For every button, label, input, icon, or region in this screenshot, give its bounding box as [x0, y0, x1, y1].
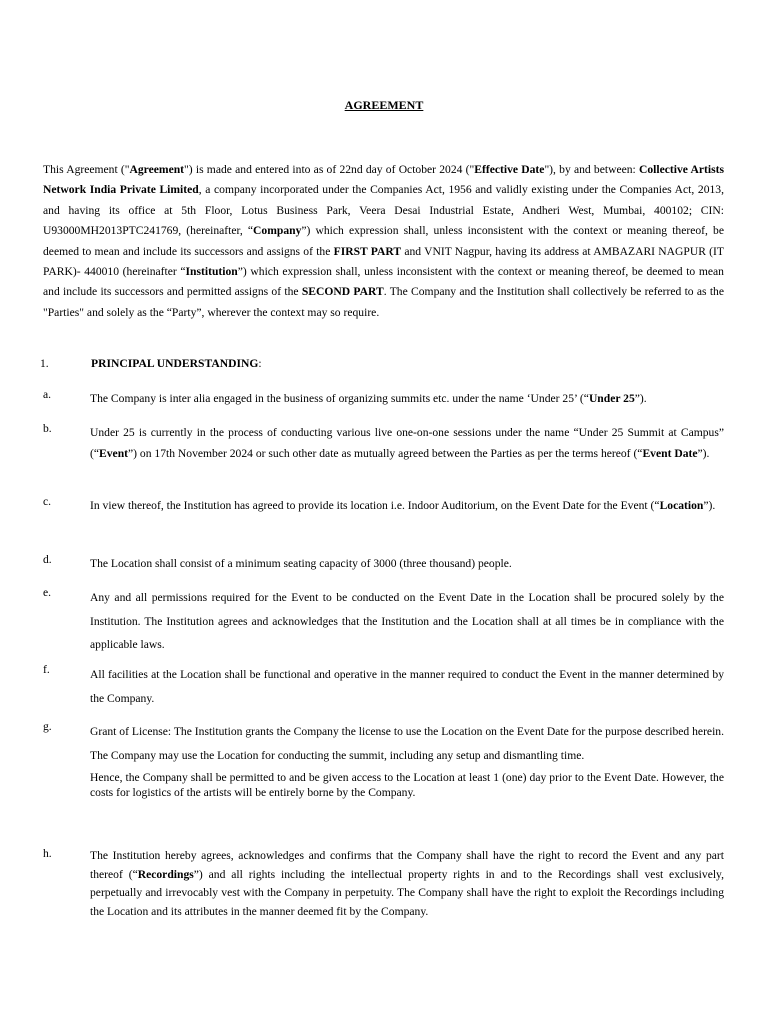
clause-letter: d.: [43, 553, 52, 566]
text-run: ") is made and entered into as of 22nd day of October 2024 (": [184, 163, 475, 176]
text-run: "), by and between:: [544, 163, 639, 176]
text-run: ”).: [703, 499, 716, 512]
clause-text: [90, 847, 724, 921]
text-run: The Company is inter alia engaged in the business of organizing summits etc. under the name ‘Under 25’ (“: [90, 392, 589, 405]
clause-letter: b.: [43, 422, 52, 435]
document-title: AGREEMENT: [344, 98, 424, 112]
clause-letter: a.: [43, 388, 52, 401]
clause-letter: f.: [43, 663, 50, 676]
clause-text: [90, 663, 724, 710]
bold-text: Under 25: [588, 392, 635, 405]
text-run: Under 25 is currently in the process of conducting various live one-on-one sessions under the name “Under 25 Summit at Campus” (“: [90, 426, 724, 460]
bold-text: Collective Artists Network India Private Limited: [43, 163, 724, 197]
bold-text: Event: [99, 447, 128, 460]
bold-text: Location: [659, 499, 704, 512]
bold-text: Company: [253, 224, 302, 238]
text-run: ”) which expression shall, unless inconsistent with the context or meaning thereof, be deemed to mean and include its successors and assigns of the: [43, 224, 724, 258]
text-run: . The Company and the Institution shall collectively be referred to as the "Parties" and solely as the “Party”, wherever the context may so require.: [43, 285, 724, 319]
text-run: Grant of License: The Institution grants the Company the license to use the Location on the Event Date for the purpose described herein. The Company may use the Location for conducting the summit, including any setup and dismantling time.: [90, 725, 724, 762]
bold-text: Effective Date: [474, 163, 545, 176]
text-run: This Agreement (": [43, 163, 130, 176]
text-run: ”).: [634, 392, 647, 405]
text-run: The Institution hereby agrees, acknowledges and confirms that the Company shall have the right to record the Event and any part thereof (“: [90, 849, 724, 881]
clause-text: [90, 422, 724, 464]
clause-letter: c.: [43, 495, 52, 508]
text-run: and VNIT Nagpur, having its address at AMBAZARI NAGPUR (IT PARK)- 440010 (hereinafter “: [43, 244, 724, 279]
bold-text: Event Date: [642, 447, 698, 460]
section-title: PRINCIPAL UNDERSTANDING: [91, 357, 259, 370]
intro-paragraph: [43, 160, 724, 323]
text-run: Any and all permissions required for the Event to be conducted on the Event Date in the Location shall be procured solely by the Institution. The Institution agrees and acknowledges that the Institution and the Location shall at all times be in compliance with the applicable laws.: [90, 591, 724, 651]
bold-text: Institution: [185, 265, 238, 279]
section-heading: [91, 357, 262, 370]
text-run: ”).: [697, 447, 710, 460]
text-run: , a company incorporated under the Companies Act, 1956 and validly existing under the Companies Act, 2013, and having its office at 5th Floor, Lotus Business Park, Veera Desai Industrial Estate, Andheri West, Mumbai, 400102; CIN: U93000MH2013PTC241769, (hereinafter, “: [43, 183, 724, 238]
section-colon: :: [258, 357, 262, 370]
clause-letter: e.: [43, 586, 52, 599]
text-run: All facilities at the Location shall be functional and operative in the manner required to conduct the Event in the manner determined by the Company.: [90, 668, 724, 705]
clause-letter: h.: [43, 847, 52, 860]
section-number: 1.: [40, 357, 49, 370]
clause-text: [90, 586, 724, 657]
text-run: In view thereof, the Institution has agreed to provide its location i.e. Indoor Auditorium, on the Event Date for the Event (“: [90, 499, 660, 512]
clause-text-part-1: [90, 720, 724, 767]
text-run: ”) and all rights including the intellectual property rights in and to the Recordings shall vest exclusively, perpetually and irrevocably vest with the Company in perpetuity. The Company shall have the right to exploit the Recordings including the Location and its attributes in the manner deemed fit by the Company.: [90, 867, 724, 918]
text-run: Hence, the Company shall be permitted to and be given access to the Location at least 1 (one) day prior to the Event Date. However, the costs for logistics of the artists will be entirely borne by the Company.: [90, 771, 724, 799]
bold-text: Agreement: [129, 163, 185, 176]
bold-text: SECOND PART: [301, 285, 384, 299]
clause-letter: g.: [43, 720, 52, 733]
clause-text: [90, 553, 724, 574]
text-run: ”) which expression shall, unless inconsistent with the context or meaning thereof, be deemed to mean and include its successors and permitted assigns of the: [43, 265, 724, 299]
text-run: ”) on 17th November 2024 or such other date as mutually agreed between the Parties as per the terms hereof (“: [128, 447, 643, 460]
bold-text: FIRST PART: [333, 244, 402, 258]
clause-text-part-2: [90, 771, 724, 800]
bold-text: Recordings: [137, 867, 194, 881]
clause-text: [90, 720, 724, 800]
clause-text: [90, 388, 724, 409]
clause-text: [90, 495, 724, 518]
text-run: The Location shall consist of a minimum seating capacity of 3000 (three thousand) people.: [90, 557, 512, 570]
